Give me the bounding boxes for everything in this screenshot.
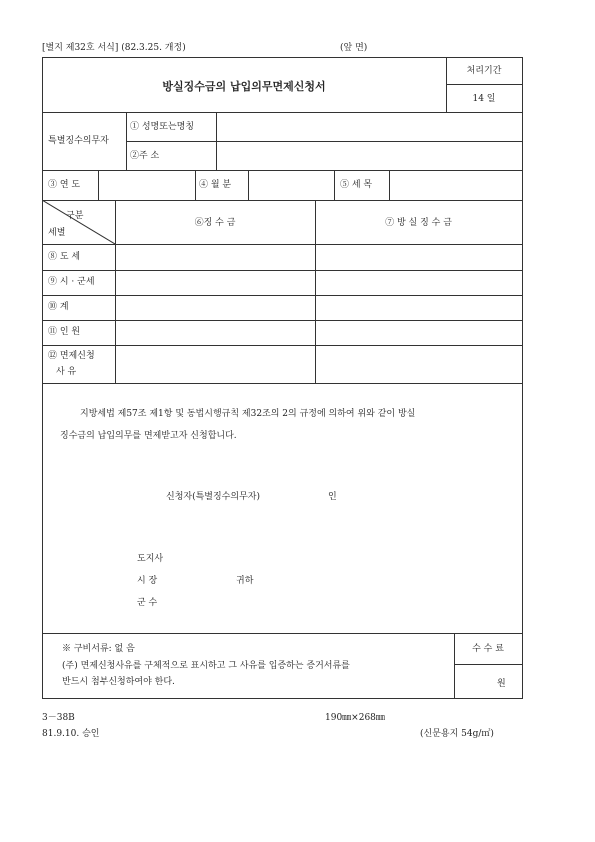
form-number: [별지 제32호 서식] (82.3.25. 개정) [42,43,186,53]
col-header-room-collection: ⑦ 방 실 징 수 금 [385,218,452,228]
recipient-mayor: 시 장 [137,576,158,586]
total-room-cell[interactable] [316,296,521,319]
provincial-tax-room-cell[interactable] [316,245,521,269]
seal-mark: 인 [328,492,337,502]
approval-date: 81.9.10. 승인 [42,729,100,739]
paper-type: (신문용지 54g/㎡) [420,729,494,739]
payer-name-field[interactable] [217,113,521,140]
payer-name-label: ① 성명또는명칭 [130,122,195,132]
recipient-county-head: 군 수 [137,598,158,608]
corner-header-bottom: 세별 [48,228,66,238]
exemption-reason-field[interactable] [116,346,521,382]
month-label: ④ 월 분 [199,180,232,190]
city-tax-room-cell[interactable] [316,271,521,294]
page-side: (앞 면) [340,43,368,53]
row-label-persons: ⑪ 인 원 [48,327,81,337]
row-label-city-tax: ⑨ 시 · 군세 [48,277,95,287]
payer-address-label: ②주 소 [130,151,160,161]
total-collection-cell[interactable] [116,296,314,319]
processing-period-value: 14 일 [472,94,496,104]
month-field[interactable] [249,171,333,199]
required-documents-note: ※ 구비서류: 없 음 [62,644,135,654]
fee-unit: 원 [497,679,506,689]
city-tax-collection-cell[interactable] [116,271,314,294]
declaration-line1: 지방세법 제57조 제1항 및 동법시행규칙 제32조의 2의 규정에 의하여 위와 같이 방실 [80,409,416,419]
recipient-suffix: 귀하 [236,576,254,586]
recipient-governor: 도지사 [137,554,164,564]
applicant-label: 신청자(특별징수의무자) [166,492,260,502]
fee-label: 수 수 료 [472,644,504,654]
provincial-tax-collection-cell[interactable] [116,245,314,269]
persons-room-cell[interactable] [316,321,521,344]
persons-collection-cell[interactable] [116,321,314,344]
reason-label-line2: 사 유 [56,367,77,377]
corner-header-top: 구분 [66,211,84,221]
tax-item-field[interactable] [390,171,521,199]
processing-period-label: 처리기간 [466,66,502,76]
form-code: 3－38B [42,713,75,723]
payer-section-label: 특별징수의무자 [48,136,109,146]
form-title: 방실징수금의 납입의무면제신청서 [162,80,326,93]
payer-address-field[interactable] [217,142,521,169]
paper-size: 190㎜×268㎜ [325,713,385,723]
year-label: ③ 연 도 [48,180,81,190]
row-label-provincial-tax: ⑧ 도 세 [48,252,81,262]
note-line2: 반드시 첨부신청하여야 한다. [62,677,175,687]
declaration-line2: 징수금의 납입의무를 면제받고자 신청합니다. [60,431,237,441]
reason-label-line1: ⑫ 면제신청 [48,351,95,361]
row-label-total: ⑩ 계 [48,302,69,312]
col-header-collection: ⑥징 수 금 [194,218,236,228]
year-field[interactable] [99,171,194,199]
tax-item-label: ⑤ 세 목 [340,180,373,190]
note-line1: (주) 면제신청사유를 구체적으로 표시하고 그 사유를 입증하는 증거서류를 [62,661,350,671]
